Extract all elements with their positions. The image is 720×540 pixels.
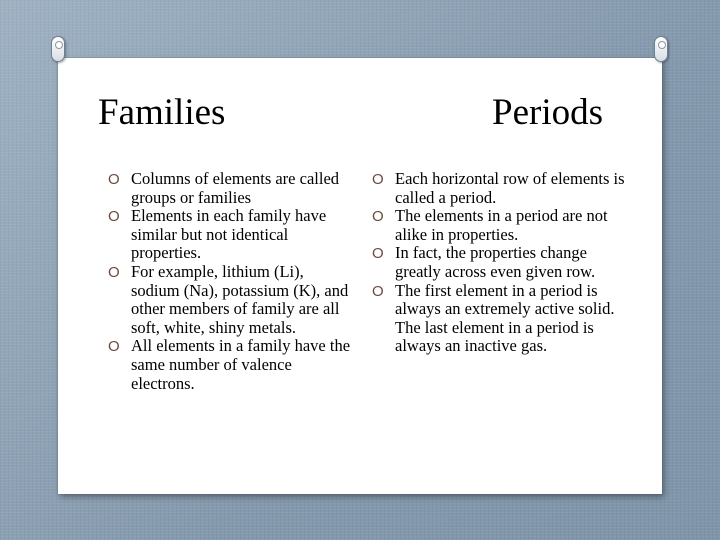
bullet-marker: O	[108, 171, 120, 188]
bullet-item	[108, 207, 354, 263]
bullet-text: The first element in a period is always an extremely active solid. The last element in a period is always an inactive gas.	[395, 280, 615, 356]
bullet-text: Elements in each family have similar but not identical properties.	[131, 206, 327, 263]
bullet-item	[372, 282, 628, 356]
periods-title: Periods	[492, 92, 603, 133]
families-bullet-list	[108, 170, 354, 393]
bullet-marker: O	[108, 208, 120, 226]
bullet-marker: O	[372, 282, 384, 300]
periods-bullet-list	[372, 170, 628, 356]
bullet-item	[108, 263, 354, 337]
bullet-marker: O	[108, 338, 120, 356]
pin-icon	[654, 36, 668, 62]
bullet-marker: O	[372, 245, 384, 263]
bullet-text: All elements in a family have the same number of valence electrons.	[131, 336, 351, 393]
bullet-text: The elements in a period are not alike in properties.	[395, 206, 608, 244]
bullet-text: For example, lithium (Li), sodium (Na), potassium (K), and other members of family are all soft, white, shiny metals.	[131, 261, 349, 337]
bullet-item	[372, 207, 628, 244]
bullet-item	[108, 337, 354, 393]
bullet-item	[108, 170, 354, 207]
bullet-item	[372, 170, 628, 207]
families-title: Families	[98, 92, 226, 133]
bullet-text: Each horizontal row of elements is called a period.	[395, 169, 625, 207]
bullet-marker: O	[372, 171, 384, 188]
bullet-marker: O	[372, 208, 384, 226]
bullet-item	[372, 244, 628, 281]
bullet-text: In fact, the properties change greatly across even given row.	[395, 243, 596, 281]
bullet-text: Columns of elements are called groups or families	[131, 169, 340, 207]
bullet-marker: O	[108, 263, 120, 281]
pin-icon	[51, 36, 65, 62]
